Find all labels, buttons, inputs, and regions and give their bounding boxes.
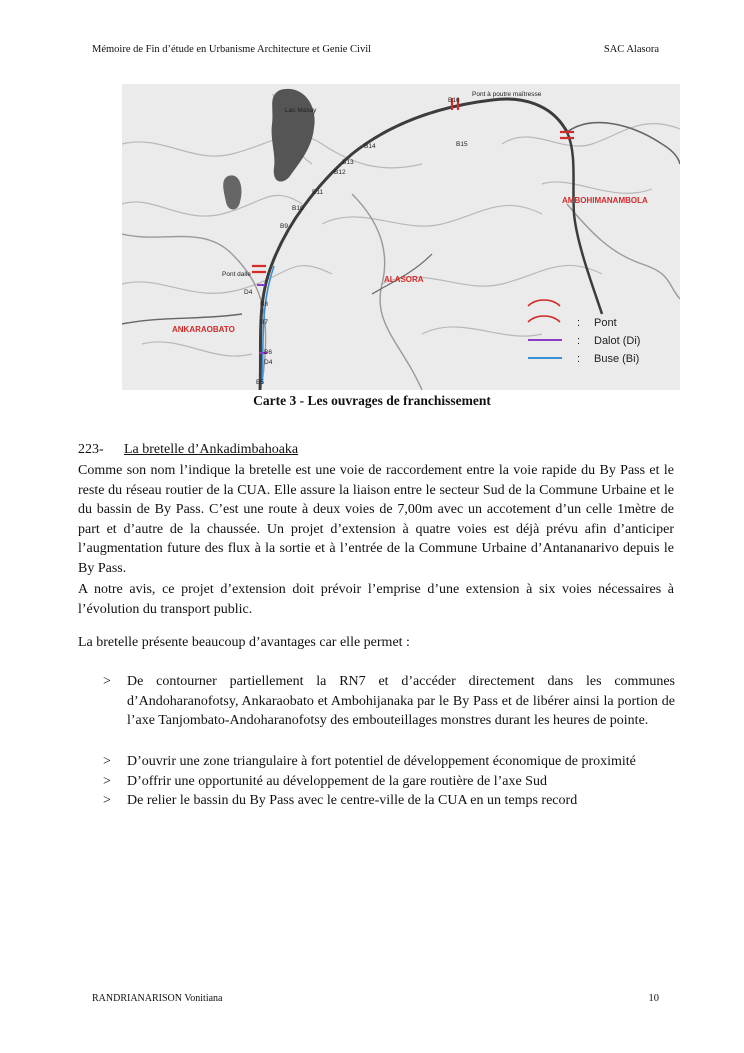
label-ambohimanambola: AMBOHIMANAMBOLA — [562, 196, 648, 205]
label-B9: B9 — [280, 223, 288, 230]
label-B13: B13 — [342, 159, 354, 166]
list-item-text: D’offrir une opportunité au développement de la gare routière de l’axe Sud — [127, 773, 547, 789]
running-header-title: Mémoire de Fin d’étude en Urbanisme Architecture et Genie Civil — [92, 44, 372, 55]
paragraph-advantages-intro: La bretelle présente beaucoup d’avantages car elle permet : — [78, 635, 410, 650]
label-D4-south: D4 — [264, 359, 273, 366]
label-lac: Lac Masay — [285, 107, 317, 114]
list-item-text: D’ouvrir une zone triangulaire à fort potentiel de développement économique de proximité — [127, 754, 636, 769]
map-drawing — [122, 84, 680, 390]
list-item — [103, 752, 675, 772]
label-pont-poutre: Pont à poutre maîtresse — [472, 91, 542, 98]
legend-pont: Pont — [594, 317, 617, 329]
section-number: 223- — [78, 442, 104, 457]
list-item-text: De relier le bassin du By Pass avec le centre-ville de la CUA en un temps record — [127, 793, 578, 809]
list-item — [103, 772, 675, 792]
list-marker: > — [103, 754, 111, 769]
legend-colon-buse: : — [577, 353, 581, 365]
running-header-org: SAC Alasora — [603, 44, 659, 55]
list-marker: > — [103, 674, 111, 689]
label-B15: B15 — [456, 141, 468, 148]
legend-dalot: Dalot (Di) — [594, 335, 641, 347]
legend-colon-dalot: : — [577, 335, 581, 347]
list-marker: > — [103, 773, 111, 789]
label-B5: B5 — [256, 379, 264, 386]
paragraph-opinion: A notre avis, ce projet d’extension doit prévoir l’emprise d’une extension à six voies nécessaires à l’évolution du transport public. — [78, 582, 674, 617]
page-number: 10 — [648, 993, 659, 1004]
label-D4: D4 — [244, 289, 253, 296]
figure-caption: Carte 3 - Les ouvrages de franchissement — [253, 393, 491, 408]
label-ankaraobato: ANKARAOBATO — [172, 325, 235, 334]
legend-buse: Buse (Bi) — [594, 353, 640, 365]
label-B10: B10 — [292, 205, 304, 212]
footer-author: RANDRIANARISON Vonitiana — [92, 993, 223, 1004]
label-B7: B7 — [260, 319, 268, 326]
list-item — [103, 791, 675, 811]
label-B6: B6 — [264, 349, 272, 356]
label-B12: B12 — [334, 169, 346, 176]
paragraph-description: Comme son nom l’indique la bretelle est une voie de raccordement entre la voie rapide du By Pass et le reste du réseau routier de la CUA. Elle assure la liaison entre le secteur Sud de la Commune Urbaine et le du bassin de By Pass. C’est une route à deux voies de 7,00m avec un accotement d’un celle 1mètre de part et d’autre de la chaussée. Un projet d’extension à quatre voies est déjà prévu afin d’anticiper l’augmentation future des flux à la sortie et à l’entrée de la Commune Urbaine d’Antananarivo depuis le By Pass. — [78, 463, 674, 576]
legend-colon-pont: : — [577, 317, 581, 329]
advantages-list — [103, 672, 675, 811]
section-title: La bretelle d’Ankadimbahoaka — [124, 442, 299, 457]
label-pont-dalle: Pont dalle — [222, 271, 251, 278]
franchissement-map — [122, 84, 680, 390]
label-alasora: ALASORA — [384, 275, 424, 284]
list-item — [103, 672, 675, 752]
label-B14: B14 — [364, 143, 376, 150]
label-B8: B8 — [260, 301, 268, 308]
list-marker: > — [103, 793, 111, 809]
label-B16: B16 — [448, 97, 460, 104]
label-B11: B11 — [312, 189, 324, 196]
section-heading — [78, 442, 298, 458]
list-item-text: De contourner partiellement la RN7 et d’accéder directement dans les communes d’Andoharanofotsy, Ankaraobato et Ambohijanaka par le By Pass et de libérer ainsi la portion de l’axe Tanjombato-Andoharanofotsy des embouteillages monstres durant les heures de pointe. — [127, 674, 675, 729]
